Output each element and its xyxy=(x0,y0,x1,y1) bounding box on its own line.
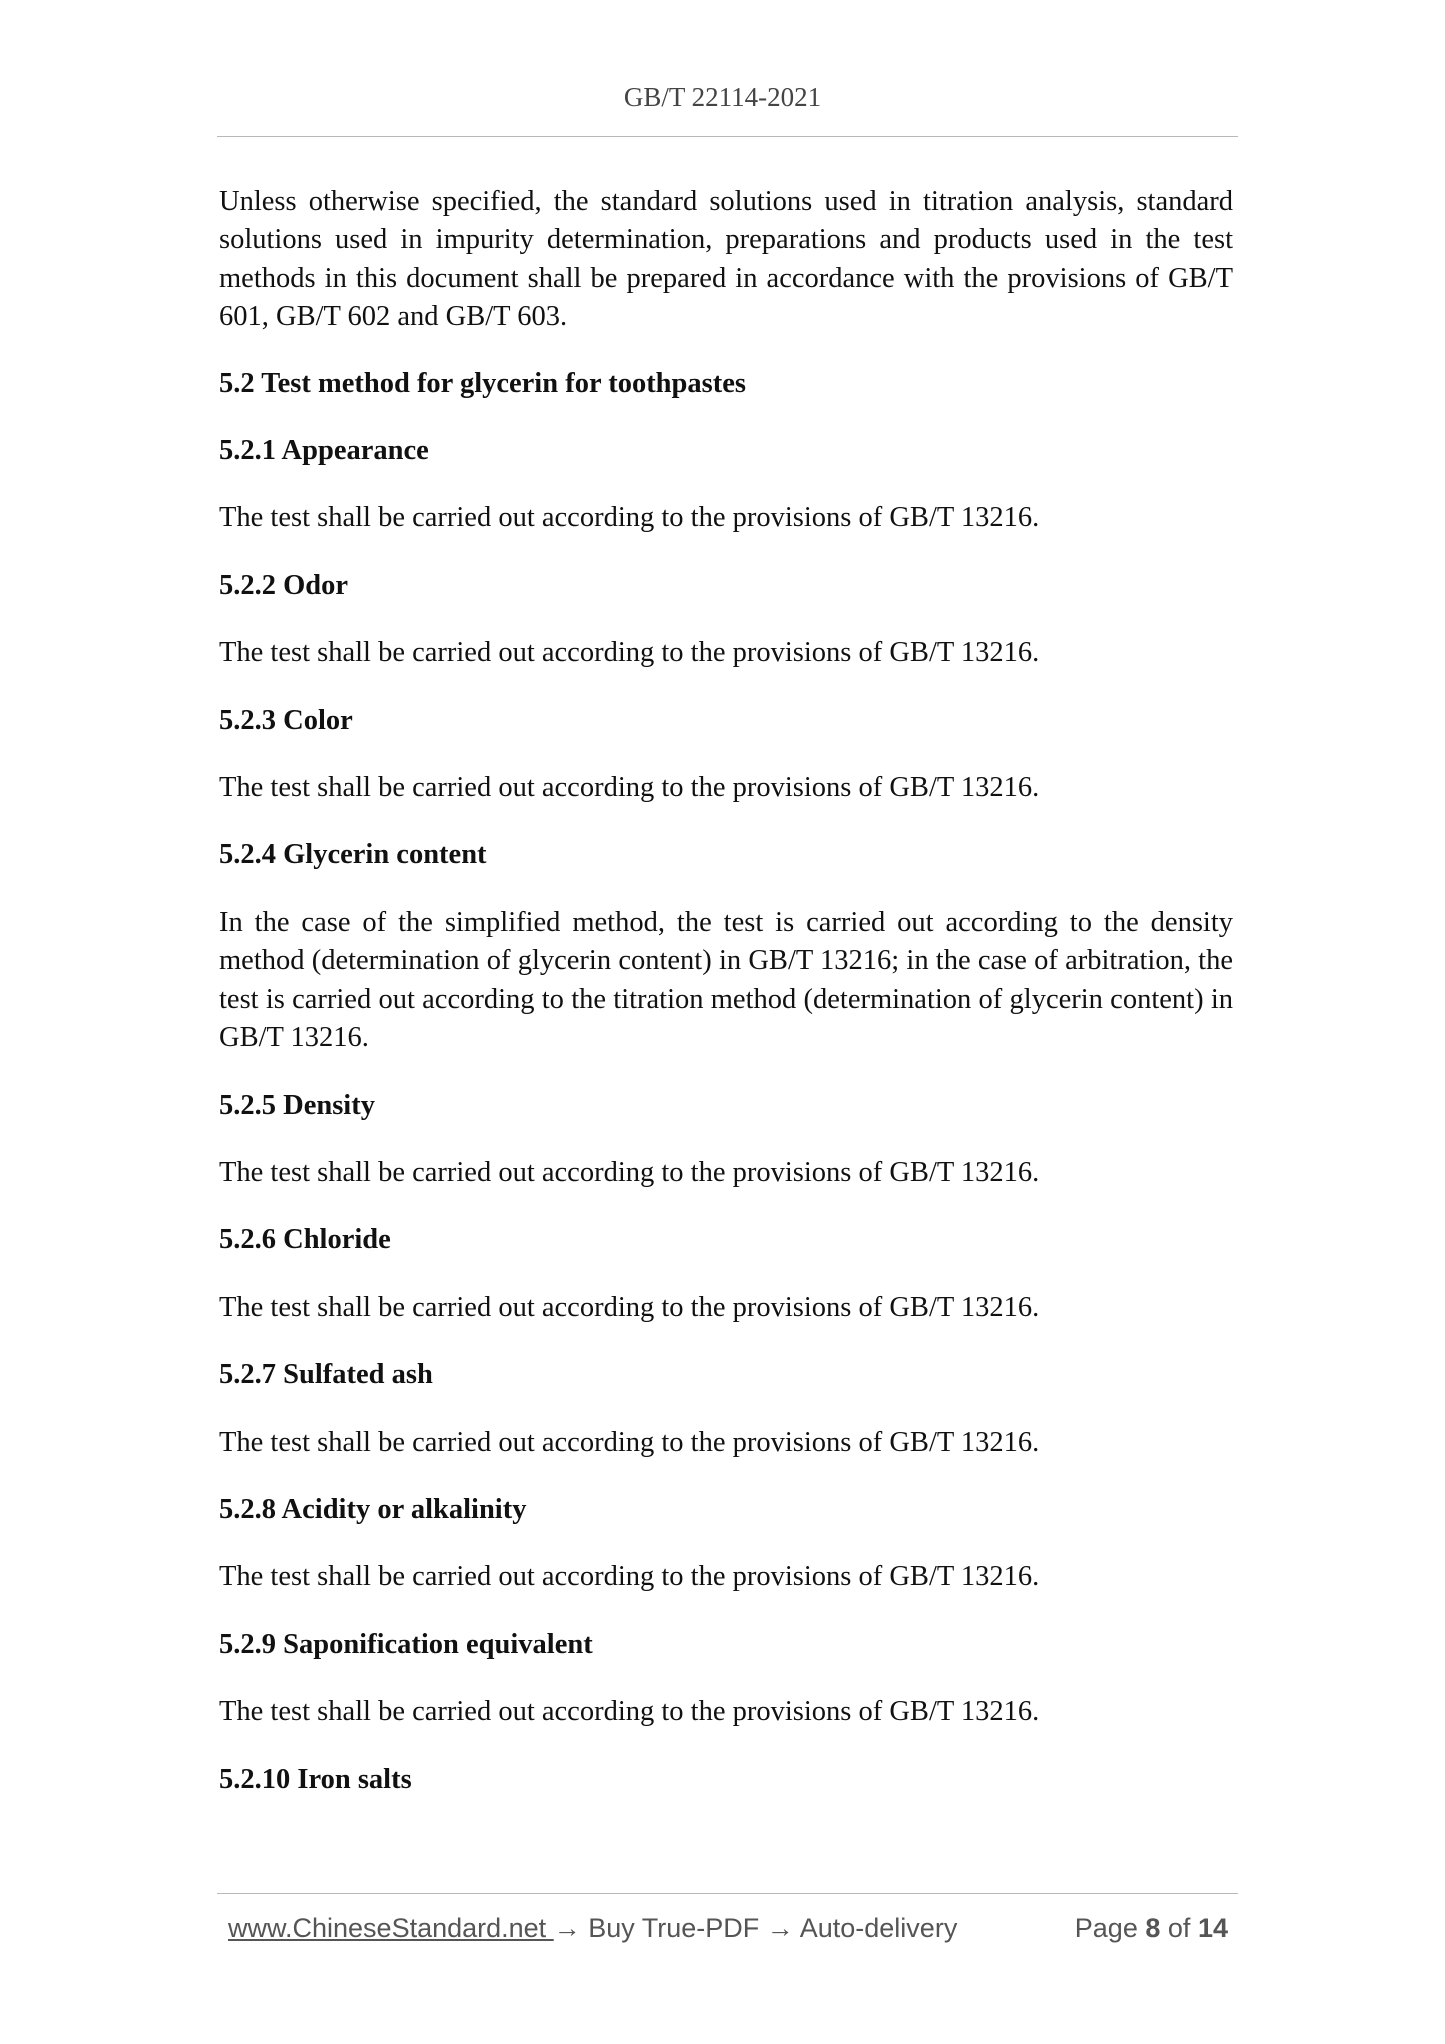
section-heading: 5.2.2 Odor xyxy=(219,569,349,601)
section-body: The test shall be carried out according to the provisions of GB/T 13216. xyxy=(219,1156,1040,1188)
site-link[interactable]: www.ChineseStandard.net xyxy=(228,1913,554,1943)
page-footer xyxy=(228,1913,1228,1953)
arrow-right-icon: → xyxy=(553,1913,581,1943)
page-label: Page xyxy=(1074,1913,1138,1943)
section-5-2-8 xyxy=(219,1491,1233,1597)
section-body: The test shall be carried out according to the provisions of GB/T 13216. xyxy=(219,502,1040,534)
footer-promo xyxy=(228,1913,957,1944)
section-5-2-9 xyxy=(219,1626,1233,1732)
section-5-2-6 xyxy=(219,1221,1233,1327)
section-heading: 5.2.8 Acidity or alkalinity xyxy=(219,1493,527,1525)
page-total: 14 xyxy=(1197,1913,1228,1943)
section-heading: 5.2.1 Appearance xyxy=(219,435,429,467)
section-heading: 5.2.3 Color xyxy=(219,704,353,736)
intro-paragraph: Unless otherwise specified, the standard solutions used in titration analysis, standard solutions used in impurity determination, preparations and products used in the test methods in this document shall be prepared in accordance with the provisions of GB/T 601, GB/T 602 and GB/T 603. xyxy=(219,186,1233,333)
section-5-2-3 xyxy=(219,702,1233,808)
section-5-2-2 xyxy=(219,567,1233,673)
section-body: The test shall be carried out according to the provisions of GB/T 13216. xyxy=(219,637,1040,669)
section-heading: 5.2.4 Glycerin content xyxy=(219,839,487,871)
buy-true-pdf-text: Buy True-PDF xyxy=(580,1913,767,1943)
section-heading: 5.2 Test method for glycerin for toothpastes xyxy=(219,367,746,399)
section-heading: 5.2.6 Chloride xyxy=(219,1224,391,1256)
arrow-right-icon: → xyxy=(766,1913,794,1943)
section-5-2 xyxy=(219,365,1233,403)
page-number xyxy=(1075,1913,1228,1944)
section-5-2-7 xyxy=(219,1356,1233,1462)
section-5-2-1 xyxy=(219,432,1233,538)
header-divider xyxy=(217,136,1238,137)
section-heading: 5.2.9 Saponification equivalent xyxy=(219,1628,593,1660)
page-current: 8 xyxy=(1145,1913,1161,1943)
of-label: of xyxy=(1167,1913,1191,1943)
section-body: The test shall be carried out according to the provisions of GB/T 13216. xyxy=(219,1561,1040,1593)
section-body: The test shall be carried out according to the provisions of GB/T 13216. xyxy=(219,1291,1040,1323)
section-body: The test shall be carried out according to the provisions of GB/T 13216. xyxy=(219,1696,1040,1728)
footer-divider xyxy=(217,1893,1238,1894)
section-heading: 5.2.7 Sulfated ash xyxy=(219,1359,433,1391)
section-5-2-10 xyxy=(219,1761,1233,1799)
document-body xyxy=(219,183,1233,1828)
section-body: In the case of the simplified method, the test is carried out according to the density method (determination of glycerin content) in GB/T 13216; in the case of arbitration, the test is carried out according to the titration method (determination of glycerin content) in GB/T 13216. xyxy=(219,906,1233,1054)
section-body: The test shall be carried out according to the provisions of GB/T 13216. xyxy=(219,1426,1040,1458)
section-5-2-4 xyxy=(219,836,1233,1057)
section-heading: 5.2.5 Density xyxy=(219,1089,375,1121)
section-body: The test shall be carried out according to the provisions of GB/T 13216. xyxy=(219,772,1040,804)
section-5-2-5 xyxy=(219,1087,1233,1193)
section-heading: 5.2.10 Iron salts xyxy=(219,1763,412,1795)
auto-delivery-text: Auto-delivery xyxy=(793,1913,958,1943)
document-header-code: GB/T 22114-2021 xyxy=(623,82,822,112)
